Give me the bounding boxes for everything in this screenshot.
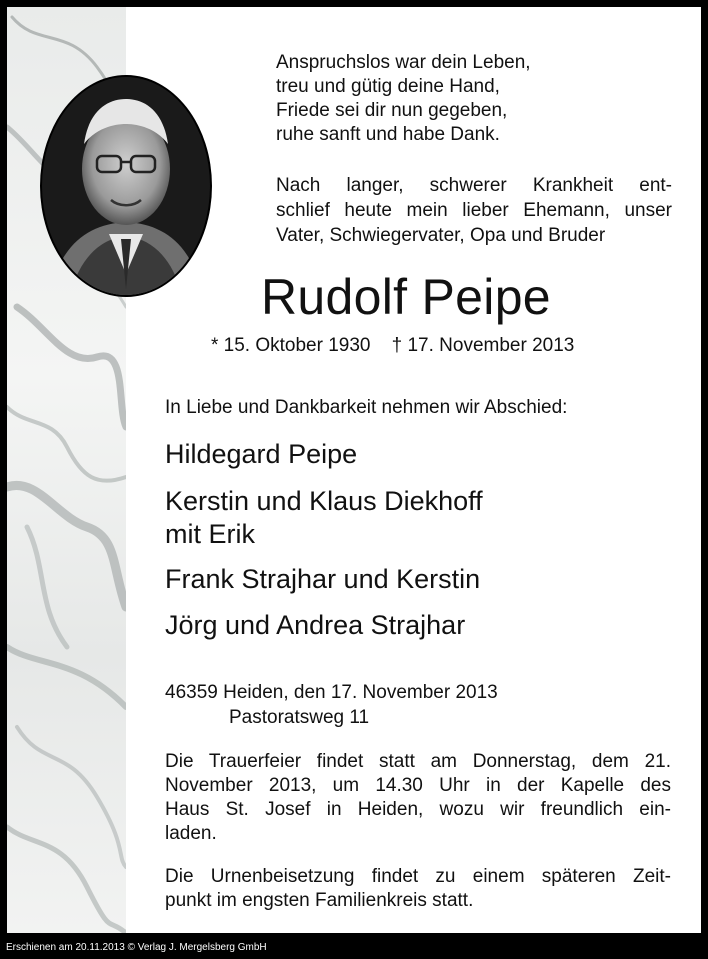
funeral-info xyxy=(165,750,671,846)
announcement-line: Vater, Schwiegervater, Opa und Bruder xyxy=(276,225,606,246)
announcement-line: Nach langer, schwerer Krankheit ent- xyxy=(276,175,672,196)
poem-line: Anspruchslos war dein Leben, xyxy=(276,52,531,73)
urn-line: punkt im engsten Familienkreis statt. xyxy=(165,890,474,911)
announcement-line: schlief heute mein lieber Ehemann, unser xyxy=(276,200,672,221)
poem-line: ruhe sanft und habe Dank. xyxy=(276,124,500,145)
publication-footer: Erschienen am 20.11.2013 © Verlag J. Mergelsberg GmbH xyxy=(6,942,267,953)
funeral-line: Die Trauerfeier findet statt am Donnerstag, dem 21. xyxy=(165,751,671,772)
poem-line: treu und gütig deine Hand, xyxy=(276,76,500,97)
obituary-card xyxy=(7,7,701,933)
portrait-photo xyxy=(39,74,213,298)
deceased-name: Rudolf Peipe xyxy=(261,269,551,325)
family-member: Frank Strajhar und Kerstin xyxy=(165,564,481,594)
death-date: † 17. November 2013 xyxy=(391,335,575,356)
life-dates xyxy=(211,334,574,358)
family-member: Jörg und Andrea Strajhar xyxy=(165,610,466,640)
poem-line: Friede sei dir nun gegeben, xyxy=(276,100,508,121)
funeral-line: laden. xyxy=(165,823,217,844)
death-announcement xyxy=(276,173,672,248)
urn-info xyxy=(165,865,671,913)
farewell-line: In Liebe und Dankbarkeit nehmen wir Abschied: xyxy=(165,397,568,418)
funeral-line: Haus St. Josef in Heiden, wozu wir freundlich ein- xyxy=(165,799,671,820)
street-address: Pastoratsweg 11 xyxy=(229,707,370,728)
family-member: Kerstin und Klaus Diekhoff xyxy=(165,486,483,516)
poem xyxy=(276,51,576,147)
funeral-line: November 2013, um 14.30 Uhr in der Kapelle des xyxy=(165,775,671,796)
birth-date: * 15. Oktober 1930 xyxy=(211,335,371,356)
urn-line: Die Urnenbeisetzung findet zu einem späteren Zeit- xyxy=(165,866,671,887)
place-date: 46359 Heiden, den 17. November 2013 xyxy=(165,682,498,703)
family-member: mit Erik xyxy=(165,519,255,549)
family-member: Hildegard Peipe xyxy=(165,439,358,469)
